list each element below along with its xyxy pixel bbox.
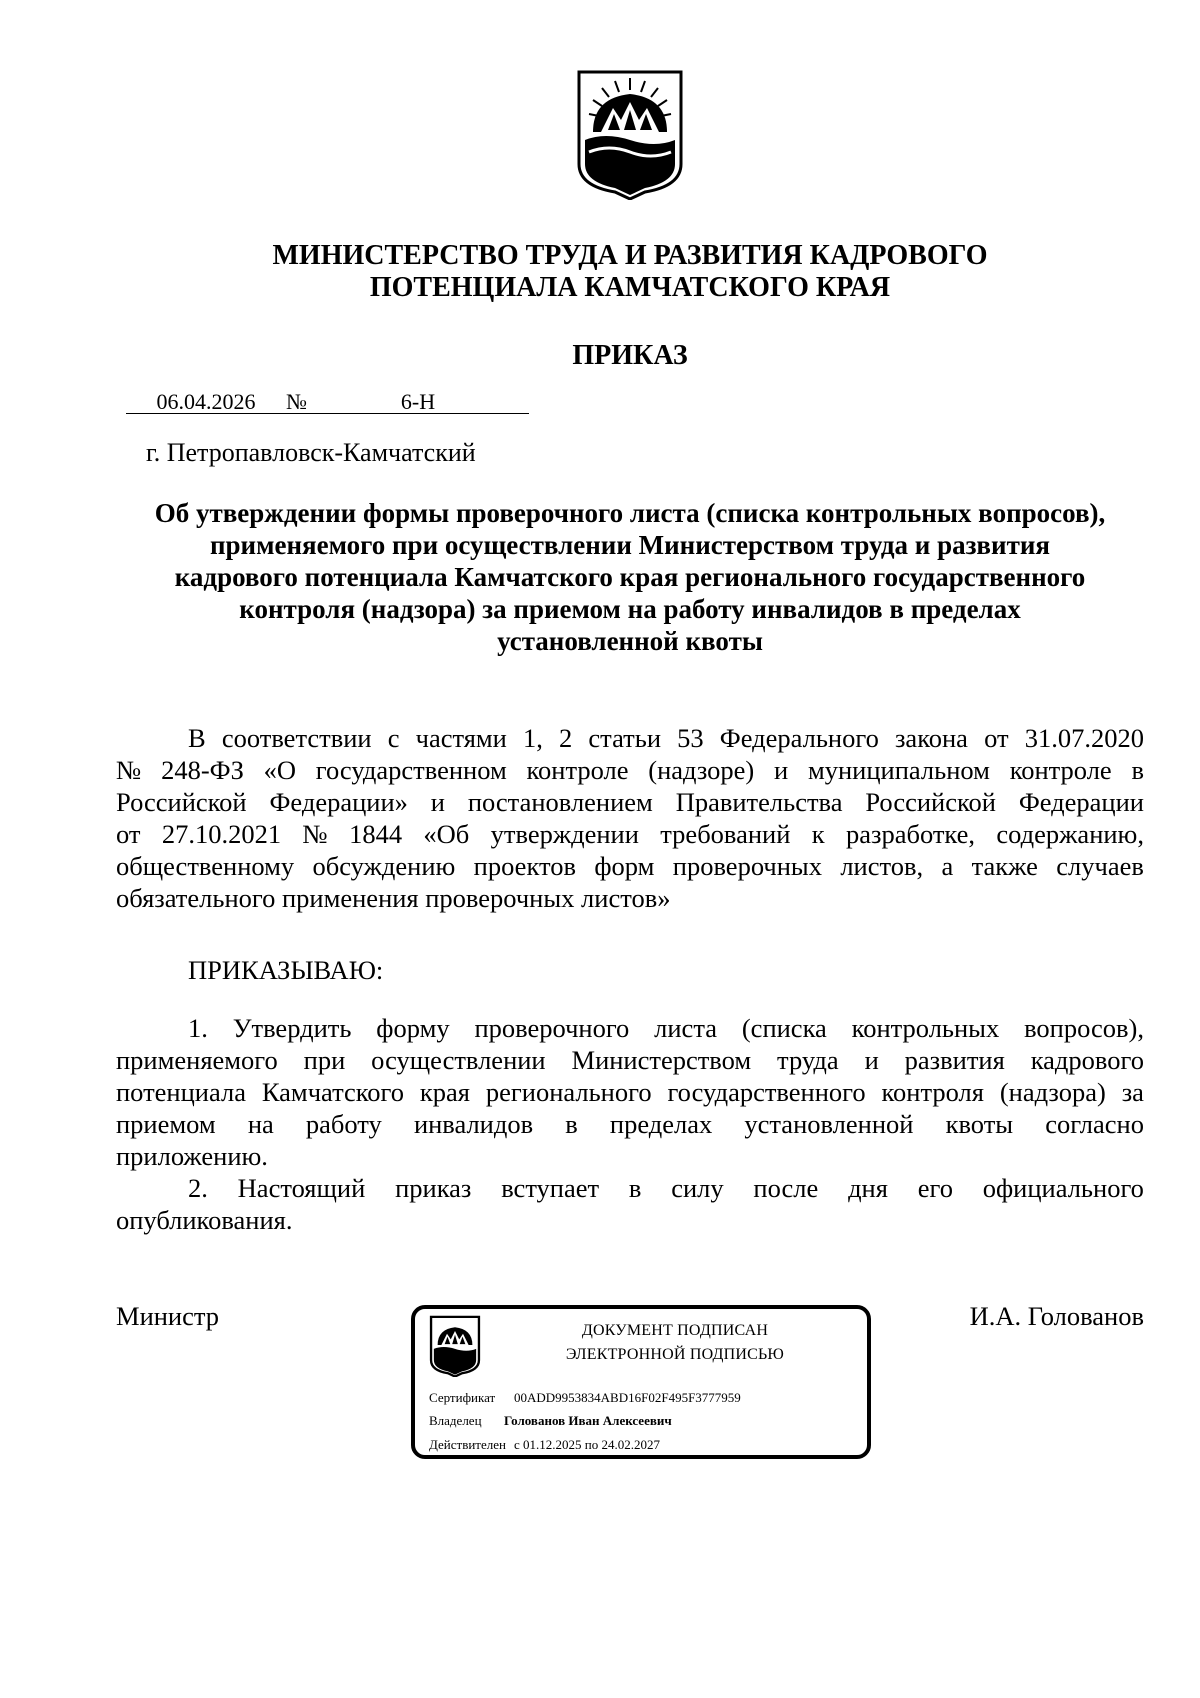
title-line: Об утверждении формы проверочного листа (списка контрольных вопросов), — [154, 498, 1106, 528]
word: 1844 — [349, 819, 403, 849]
order-title — [120, 497, 1140, 657]
word: закона — [894, 723, 968, 753]
word: официального — [982, 1173, 1144, 1203]
word: а — [941, 851, 954, 881]
order-number: 6-Н — [307, 389, 529, 414]
valid-label: Действителен — [429, 1437, 506, 1452]
owner-value: Голованов Иван Алексеевич — [504, 1413, 672, 1428]
word: случаев — [1056, 851, 1144, 881]
item-line: опубликования. — [116, 1205, 293, 1235]
preamble-line — [116, 786, 1144, 818]
registration-line — [126, 389, 529, 415]
word: после — [753, 1173, 819, 1203]
stamp-heading-line1: ДОКУМЕНТ ПОДПИСАН — [581, 1322, 769, 1339]
word: согласно — [1045, 1109, 1144, 1139]
word: проверочных — [672, 851, 822, 881]
word: вступает — [501, 1173, 600, 1203]
word: № — [302, 819, 328, 849]
signatory-position: Министр — [116, 1301, 220, 1331]
word: (надзора) — [999, 1077, 1106, 1107]
word: частями — [415, 723, 507, 753]
word: Министерством — [571, 1045, 752, 1075]
word: (надзоре) — [648, 755, 755, 785]
word: проверочного — [474, 1013, 630, 1043]
word: его — [917, 1173, 953, 1203]
word: и — [430, 787, 445, 817]
valid-value: с 01.12.2025 по 24.02.2027 — [514, 1437, 660, 1452]
preamble-line: обязательного применения проверочных листов» — [116, 883, 671, 913]
word: и — [864, 1045, 879, 1075]
owner-label: Владелец — [429, 1413, 482, 1428]
word: листов, — [840, 851, 924, 881]
word: «Об — [423, 819, 470, 849]
word: Федерации — [1018, 787, 1144, 817]
preamble-line — [116, 754, 1144, 786]
item-1-paragraph — [116, 1012, 1144, 1172]
city: г. Петропавловск-Камчатский — [146, 438, 476, 467]
order-word: ПРИКАЗЫВАЮ: — [188, 955, 384, 985]
word: Российской — [116, 787, 247, 817]
certificate-label: Сертификат — [429, 1390, 496, 1405]
word: от — [984, 723, 1009, 753]
word: в — [565, 1109, 578, 1139]
word: В — [188, 723, 206, 753]
word: государственного — [667, 1077, 866, 1107]
word: соответствии — [221, 723, 372, 753]
word: и — [774, 755, 789, 785]
word: при — [303, 1045, 346, 1075]
title-line: контроля (надзора) за приемом на работу инвалидов в пределах — [239, 594, 1021, 624]
word: листа — [654, 1013, 717, 1043]
word: потенциала — [116, 1077, 246, 1107]
word: контроля — [881, 1077, 984, 1107]
word: также — [971, 851, 1038, 881]
number-sign: № — [286, 389, 307, 414]
preamble-line — [116, 818, 1144, 850]
item-line: приложению. — [116, 1141, 268, 1171]
word: контрольных — [851, 1013, 1000, 1043]
title-line: установленной квоты — [497, 626, 763, 656]
preamble-paragraph — [116, 722, 1144, 914]
word: 2 — [559, 723, 573, 753]
word: Камчатского — [261, 1077, 405, 1107]
word: от — [116, 819, 141, 849]
item-2-paragraph — [116, 1172, 1144, 1236]
word: Федерального — [719, 723, 879, 753]
title-line: применяемого при осуществлении Министерством труда и развития — [209, 530, 1051, 560]
word: работу — [305, 1109, 382, 1139]
stamp-owner-row — [429, 1412, 672, 1430]
word: с — [387, 723, 400, 753]
ministry-name-line1: МИНИСТЕРСТВО ТРУДА И РАЗВИТИЯ КАДРОВОГО — [272, 240, 988, 271]
item-line — [116, 1012, 1144, 1044]
ministry-name-line2: ПОТЕНЦИАЛА КАМЧАТСКОГО КРАЯ — [369, 272, 891, 303]
word: форму — [376, 1013, 450, 1043]
word: проектов — [473, 851, 576, 881]
word: на — [247, 1109, 274, 1139]
coat-of-arms-icon — [575, 68, 685, 200]
word: к — [811, 819, 825, 849]
title-line: кадрового потенциала Камчатского края регионального государственного — [174, 562, 1086, 592]
word: края — [419, 1077, 470, 1107]
word: 248-ФЗ — [161, 755, 244, 785]
word: применяемого — [116, 1045, 278, 1075]
word: Настоящий — [237, 1173, 366, 1203]
preamble-line — [116, 850, 1144, 882]
item-line — [116, 1172, 1144, 1204]
word: осуществлении — [371, 1045, 546, 1075]
word: 31.07.2020 — [1024, 723, 1144, 753]
word: содержанию, — [996, 819, 1144, 849]
word: за — [1121, 1077, 1144, 1107]
ministry-name — [120, 240, 1140, 304]
stamp-certificate-row — [429, 1389, 741, 1407]
word: вопросов), — [1024, 1013, 1144, 1043]
word: утверждении — [490, 819, 639, 849]
word: установленной — [744, 1109, 914, 1139]
signatory-name: И.А. Голованов — [969, 1301, 1144, 1331]
stamp-coat-of-arms-icon — [429, 1315, 481, 1377]
word: государственном — [315, 755, 507, 785]
document-type: ПРИКАЗ — [572, 340, 688, 371]
item-line — [116, 1108, 1144, 1140]
certificate-value: 00ADD9953834ABD16F02F495F3777959 — [514, 1390, 741, 1405]
word: контроле — [1009, 755, 1112, 785]
word: общественному — [116, 851, 295, 881]
word: регионального — [485, 1077, 652, 1107]
word: инвалидов — [413, 1109, 534, 1139]
word: 1. — [188, 1013, 208, 1043]
word: в — [1131, 755, 1144, 785]
word: в — [628, 1173, 642, 1203]
word: требований — [660, 819, 791, 849]
word: форм — [594, 851, 655, 881]
word: кадрового — [1030, 1045, 1144, 1075]
word: контроле — [526, 755, 629, 785]
word: разработке, — [845, 819, 976, 849]
order-date: 06.04.2026 — [126, 389, 286, 414]
word: приказ — [395, 1173, 472, 1203]
word: муниципальном — [807, 755, 990, 785]
item-line — [116, 1044, 1144, 1076]
word: 53 — [677, 723, 704, 753]
stamp-validity-row — [429, 1436, 660, 1454]
word: 2. — [188, 1173, 208, 1203]
preamble-line — [116, 722, 1144, 754]
item-line — [116, 1076, 1144, 1108]
word: силу — [671, 1173, 724, 1203]
word: 1, — [523, 723, 543, 753]
word: обсуждению — [312, 851, 456, 881]
word: № — [116, 755, 142, 785]
word: Российской — [865, 787, 996, 817]
electronic-signature-stamp — [411, 1305, 871, 1459]
word: приемом — [116, 1109, 216, 1139]
word: «О — [263, 755, 297, 785]
word: Федерации» — [269, 787, 408, 817]
word: труда — [777, 1045, 839, 1075]
word: пределах — [609, 1109, 713, 1139]
word: Правительства — [675, 787, 843, 817]
word: постановлением — [467, 787, 653, 817]
stamp-heading — [495, 1319, 855, 1367]
word: дня — [848, 1173, 888, 1203]
word: квоты — [945, 1109, 1014, 1139]
word: развития — [904, 1045, 1005, 1075]
word: Утвердить — [232, 1013, 352, 1043]
word: статьи — [588, 723, 661, 753]
word: (списка — [741, 1013, 827, 1043]
stamp-heading-line2: ЭЛЕКТРОННОЙ ПОДПИСЬЮ — [565, 1346, 785, 1363]
word: 27.10.2021 — [161, 819, 282, 849]
